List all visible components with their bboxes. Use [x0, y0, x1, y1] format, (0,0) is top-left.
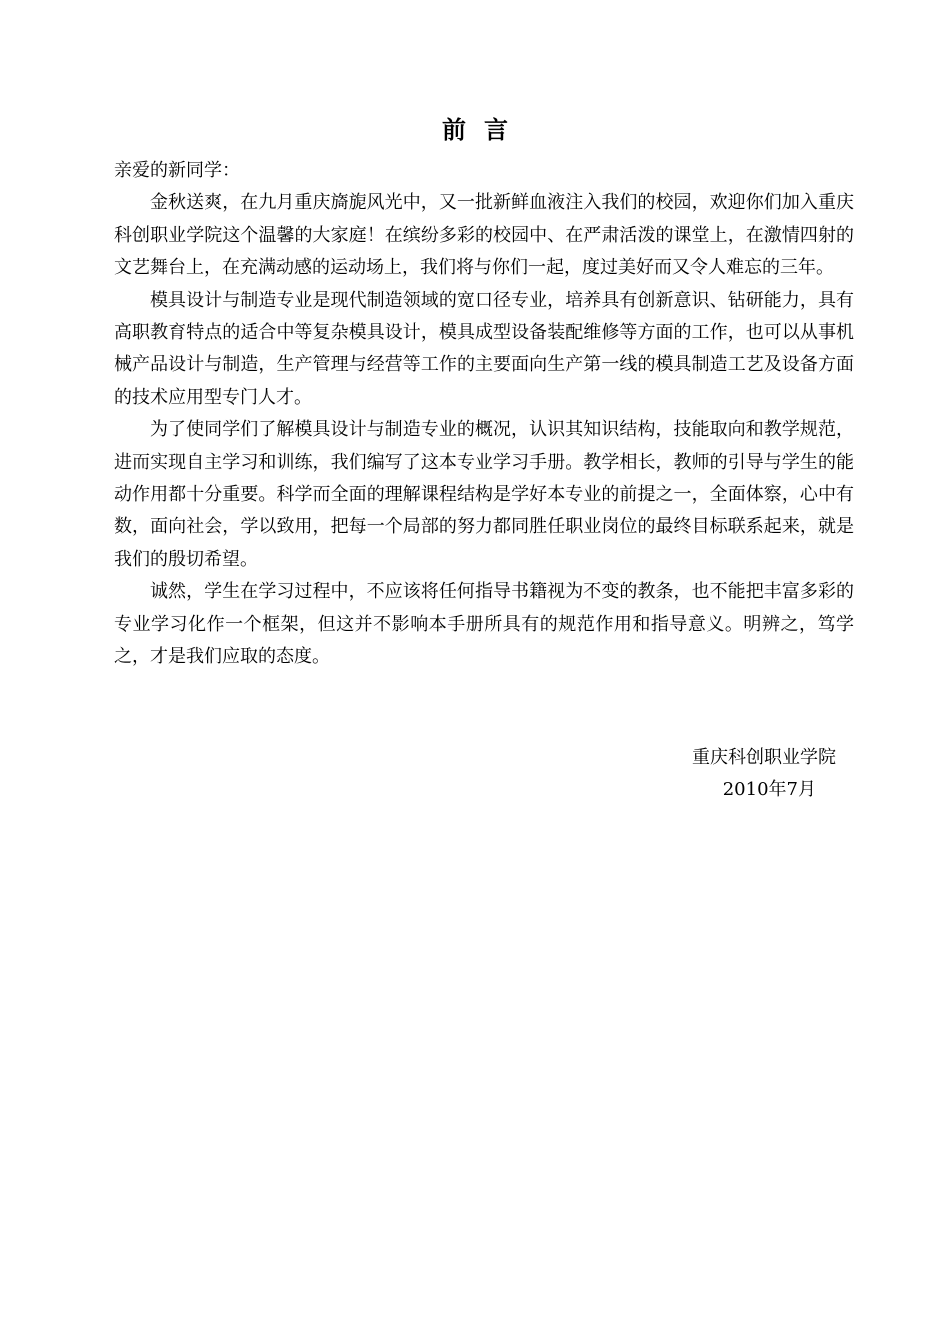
signature-organization: 重庆科创职业学院: [692, 747, 836, 768]
paragraph-handbook-purpose: 为了使同学们了解模具设计与制造专业的概况，认识其知识结构，技能取向和教学规范，进而实现自主学习和训练，我们编写了这本专业学习手册。教学相长，教师的引导与学生的能动作用都十分重要。科学而全面的理解课程结构是学好本专业的前提之一，全面体察，心中有数，面向社会，学以致用，把每一个局部的努力都同胜任职业岗位的最终目标联系起来，就是我们的殷切希望。: [114, 419, 854, 570]
paragraph-closing: 诚然，学生在学习过程中，不应该将任何指导书籍视为不变的教条，也不能把丰富多彩的专业学习化作一个框架，但这并不影响本手册所具有的规范作用和指导意义。明辨之，笃学之，才是我们应取的态度。: [114, 581, 854, 668]
body-text: [114, 155, 854, 674]
paragraph-welcome: 金秋送爽，在九月重庆旖旎风光中，又一批新鲜血液注入我们的校园，欢迎你们加入重庆科创职业学院这个温馨的大家庭！在缤纷多彩的校园中、在严肃活泼的课堂上，在激情四射的文艺舞台上，在充满动感的运动场上，我们将与你们一起，度过美好而又令人难忘的三年。: [114, 192, 854, 279]
paragraph-major-intro: 模具设计与制造专业是现代制造领域的宽口径专业，培养具有创新意识、钻研能力，具有高职教育特点的适合中等复杂模具设计，模具成型设备装配维修等方面的工作，也可以从事机械产品设计与制造，生产管理与经营等工作的主要面向生产第一线的模具制造工艺及设备方面的技术应用型专门人才。: [114, 289, 854, 408]
signature-block: [600, 742, 836, 806]
signature-date: 2010年7月: [722, 779, 816, 800]
salutation: 亲爱的新同学：: [114, 160, 240, 181]
page-title: 前言: [442, 115, 526, 144]
